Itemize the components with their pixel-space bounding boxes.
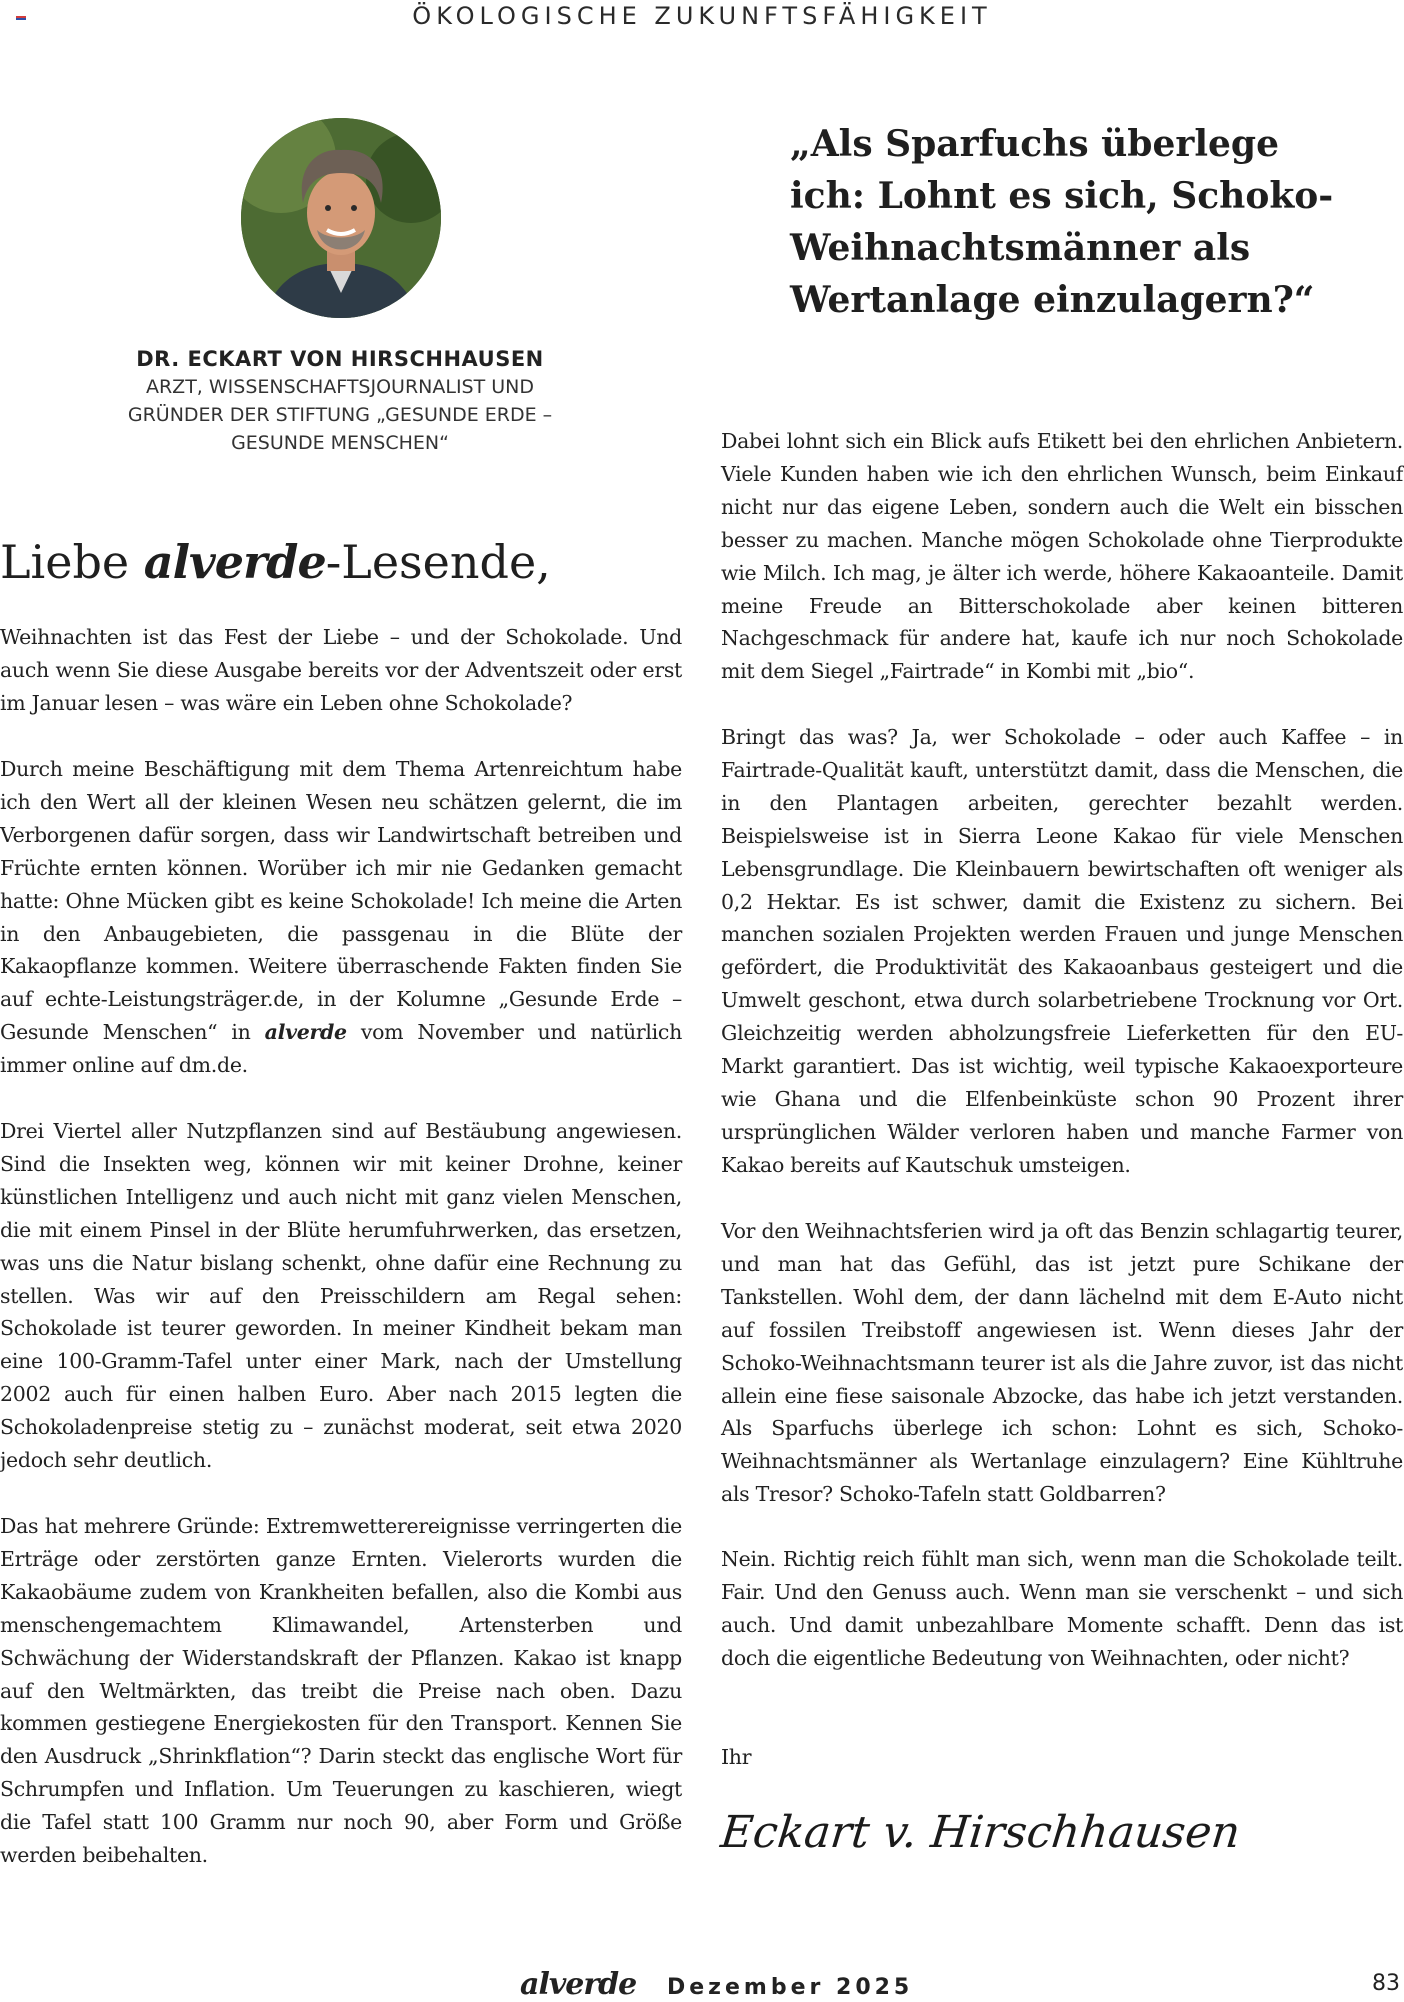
pull-quote <box>790 118 1390 326</box>
footer-issue-date: Dezember 2025 <box>667 1975 914 2000</box>
portrait-image <box>241 118 441 318</box>
section-header: ÖKOLOGISCHE ZUKUNFTSFÄHIGKEIT <box>412 2 992 30</box>
author-name: DR. ECKART VON HIRSCHHAUSEN <box>136 347 544 371</box>
closing-line: Ihr <box>721 1745 752 1769</box>
author-role-line: ARZT, WISSENSCHAFTSJOURNALIST UND <box>145 376 535 398</box>
greeting-brand: alverde <box>143 535 326 589</box>
body-paragraph: Bringt das was? Ja, wer Schokolade – oder auch Kaffee – in Fairtrade-Qualität kauft, unterstützt damit, dass die Menschen, die in den Plantagen arbeiten, gerechter bezahlt werden. Beispielsweise ist in Sierra Leone Kakao für viele Menschen Lebensgrundlage. Die Kleinbauern bewirtschaften oft weniger als 0,2 Hektar. Es ist schwer, damit die Existenz zu sichern. Bei manchen sozialen Projekten werden Frauen und junge Menschen gefördert, die Produktivität des Kakaoanbaus gesteigert und die Umwelt geschont, etwa durch solarbetriebene Trocknung vor Ort. Gleichzeitig werden abholzungsfreie Lieferketten für den EU-Markt garantiert. Das ist wichtig, weil typische Kakaoexporteure wie Ghana und die Elfenbeinküste schon 90 Prozent ihrer ursprünglichen Wälder verloren haben und manche Farmer von Kakao bereits auf Kautschuk umsteigen. <box>721 725 1403 1177</box>
pull-quote-line: Weihnachtsmänner als <box>790 227 1251 269</box>
body-paragraph: Nein. Richtig reich fühlt man sich, wenn man die Schokolade teilt. Fair. Und den Genuss auch. Wenn man sie verschenkt – und sich auch. Und damit unbezahlbare Momente schafft. Denn das ist doch die eigentliche Bedeutung von Weihnachten, oder nicht? <box>721 1547 1403 1670</box>
body-paragraph: Drei Viertel aller Nutzpflanzen sind auf Bestäubung angewiesen. Sind die Insekten weg, können wir mit keiner Drohne, keiner künstlichen Intelligenz und auch nicht mit ganz vielen Menschen, die mit einem Pinsel in der Blüte herumfuhrwerken, das ersetzen, was uns die Natur bislang schenkt, ohne dafür eine Rechnung zu stellen. Was wir auf den Preisschildern am Regal sehen: Schokolade ist teurer geworden. In meiner Kindheit bekam man eine 100-Gramm-Tafel unter einer Mark, nach der Umstellung 2002 auch für einen halben Euro. Aber nach 2015 legten die Schokoladenpreise stetig zu – zunächst moderat, seit etwa 2020 jedoch sehr deutlich. <box>0 1119 682 1473</box>
paragraph-text: Durch meine Beschäftigung mit dem Thema Artenreichtum habe ich den Wert all der kleinen Wesen neu schätzen gelernt, die im Verborgenen dafür sorgen, dass wir Landwirtschaft betreiben und Früchte ernten können. Worüber ich mir nie Gedanken gemacht hatte: Ohne Mücken gibt es keine Schokolade! Ich meine die Arten in den Anbaugebieten, die passgenau in die Blüte der Kakaopflanze kommen. Weitere überraschende Fakten finden Sie auf echte-Leistungsträger.de, in der Kolumne „Gesunde Erde – Gesunde Menschen“ in <box>0 757 682 1045</box>
author-role-line: GESUNDE MENSCHEN“ <box>231 432 449 454</box>
greeting-suffix: -Lesende, <box>325 535 551 589</box>
paragraph-text: vom November und natürlich immer online auf dm.de. <box>0 1020 683 1078</box>
pull-quote-line: ich: Lohnt es sich, Schoko- <box>790 175 1334 217</box>
greeting-prefix: Liebe <box>0 535 144 589</box>
author-portrait <box>241 118 441 318</box>
body-paragraph: Weihnachten ist das Fest der Liebe – und der Schokolade. Und auch wenn Sie diese Ausgabe bereits vor der Adventszeit oder erst im Januar lesen – was wäre ein Leben ohne Schokolade? <box>0 625 682 715</box>
author-role-line: GRÜNDER DER STIFTUNG „GESUNDE ERDE – <box>127 404 553 426</box>
pull-quote-line: „Als Sparfuchs überlege <box>790 123 1280 165</box>
greeting-heading <box>0 535 551 589</box>
pull-quote-line: Wertanlage einzulagern?“ <box>790 279 1315 321</box>
author-info <box>110 345 570 457</box>
inline-brand: alverde <box>264 1020 347 1045</box>
page-number: 83 <box>1372 1971 1400 1996</box>
handwritten-signature: Eckart v. Hirschhausen <box>718 1807 1243 1858</box>
body-paragraph: Vor den Weihnachtsferien wird ja oft das Benzin schlagartig teurer, und man hat das Gefühl, das ist jetzt pure Schikane der Tankstellen. Wohl dem, der dann lächelnd mit dem E-Auto nicht auf fossilen Treibstoff angewiesen ist. Wenn dieses Jahr der Schoko-Weihnachtsmann teurer ist als die Jahre zuvor, ist das nicht allein eine fiese saisonale Abzocke, das habe ich jetzt verstanden. Als Sparfuchs überlege ich schon: Lohnt es sich, Schoko-Weihnachtsmänner als Wertanlage einzulagern? Eine Kühltruhe als Tresor? Schoko-Tafeln statt Goldbarren? <box>721 1219 1403 1507</box>
footer-brand-logo: alverde <box>520 1967 637 2002</box>
body-paragraph <box>0 753 682 1082</box>
body-paragraph: Das hat mehrere Gründe: Extremwetterereignisse verringerten die Erträge oder zerstörten ganze Ernten. Vielerorts wurden die Kakaobäume zudem von Krankheiten befallen, also die Kombi aus menschengemachtem Klimawandel, Artensterben und Schwächung der Widerstandskraft der Pflanzen. Kakao ist knapp auf den Weltmärkten, das treibt die Preise nach oben. Dazu kommen gestiegene Energiekosten für den Transport. Kennen Sie den Ausdruck „Shrinkflation“? Darin steckt das englische Wort für Schrumpfen und Inflation. Um Teuerungen zu kaschieren, wiegt die Tafel statt 100 Gramm nur noch 90, aber Form und Größe werden beibehalten. <box>0 1514 682 1868</box>
body-paragraph: Dabei lohnt sich ein Blick aufs Etikett bei den ehrlichen Anbietern. Viele Kunden haben wie ich den ehrlichen Wunsch, beim Einkauf nicht nur das eigene Leben, sondern auch die Welt ein bisschen besser zu machen. Manche mögen Schokolade ohne Tierprodukte wie Milch. Ich mag, je älter ich werde, höhere Kakaoanteile. Damit meine Freude an Bitterschokolade aber keinen bitteren Nachgeschmack für andere hat, kaufe ich nur noch Schokolade mit dem Siegel „Fairtrade“ in Kombi mit „bio“. <box>721 429 1403 684</box>
